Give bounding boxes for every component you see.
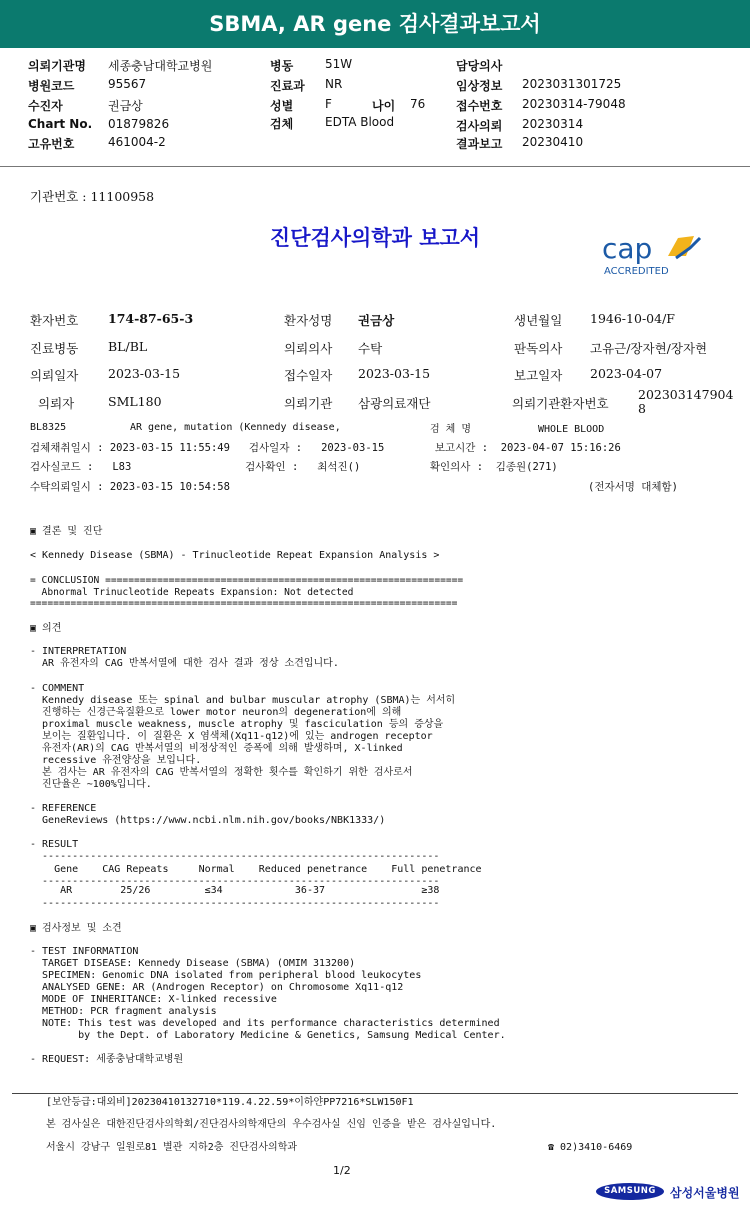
result-heading: - RESULT (30, 839, 79, 850)
patient-name-label: 환자성명 (284, 313, 333, 328)
ward-value: 51W (325, 57, 353, 71)
ward-value-2: BL/BL (108, 339, 148, 354)
conclusion-line-2: Abnormal Trinucleotide Repeats Expansion: Not detected (30, 587, 354, 598)
req-inst-value: 삼광의료재단 (358, 396, 431, 411)
report-banner-title: SBMA, AR gene 검사결과보고서 (0, 0, 750, 48)
result-rule-mid: ------------------------------------------------------------------ (30, 876, 440, 887)
comment-line-7: 본 검사는 AR 유전자의 CAG 반복서열의 정확한 횟수를 확인하기 위한 검사로서 (30, 767, 413, 778)
lab-address: 서울시 강남구 일원로81 별관 지하2층 진단검사의학과 (46, 1142, 298, 1153)
header-divider (0, 166, 750, 167)
section-opinion-heading: ▣ 의견 (30, 623, 62, 634)
testinfo-note-2: by the Dept. of Laboratory Medicine & Genetics, Samsung Medical Center. (30, 1030, 506, 1041)
exam-specimen-value: WHOLE BLOOD (538, 424, 605, 435)
comment-line-1: Kennedy disease 또는 spinal and bulbar muscular atrophy (SBMA)는 서서히 (30, 695, 456, 706)
conclusion-line-3: ========================================================================== (30, 598, 458, 609)
result-rule-bottom: ------------------------------------------------------------------ (30, 898, 440, 909)
testinfo-method: METHOD: PCR fragment analysis (30, 1006, 217, 1017)
inst-patient-no-value: 202303147904 (638, 387, 734, 402)
request-line: - REQUEST: 세종충남대학교병원 (30, 1054, 184, 1065)
exam-code: BL8325 (30, 422, 67, 433)
comment-line-4: 보이는 질환입니다. 이 질환은 X 염색체(Xq11-q12)에 있는 androgen receptor (30, 731, 433, 742)
request-header (0, 48, 750, 166)
req-value: 20230314 (522, 117, 584, 131)
birth-label: 생년월일 (514, 313, 563, 328)
chart-label: Chart No. (28, 117, 93, 131)
inst-value: 세종충남대학교병원 (108, 59, 213, 73)
report-date-label: 보고일자 (514, 368, 563, 383)
specimen-value: EDTA Blood (325, 115, 395, 129)
result-table-row: AR 25/26 ≤34 36-37 ≥38 (30, 885, 440, 896)
inst-patient-no-label: 의뢰기관환자번호 (512, 396, 609, 411)
sex-label: 성별 (270, 99, 294, 113)
section-conclusion-heading: ▣ 결론 및 진단 (30, 526, 103, 537)
testinfo-inheritance: MODE OF INHERITANCE: X-linked recessive (30, 994, 277, 1005)
exam-line-1: 검체채취일시 : 2023-03-15 11:55:49 검사일자 : 2023-03-15 보고시간 : 2023-04-07 15:16:26 (30, 442, 621, 454)
exam-line-3: 수탁의뢰일시 : 2023-03-15 10:54:58 (30, 481, 230, 493)
dept-label: 진료과 (270, 79, 305, 93)
reading-doctor-value: 고유근/장자현/장자현 (590, 341, 708, 356)
report-date-value: 2023-04-07 (590, 366, 663, 381)
result-table-header: Gene CAG Repeats Normal Reduced penetrance Full penetrance (30, 864, 482, 875)
req-date-value: 2023-03-15 (108, 366, 181, 381)
patient-no-value: 174-87-65-3 (108, 311, 194, 326)
birth-value: 1946-10-04/F (590, 311, 675, 326)
receipt-date-label: 접수일자 (284, 368, 333, 383)
name-label: 수진자 (28, 99, 63, 113)
cap-logo-text: cap (602, 232, 653, 265)
reference-link[interactable]: GeneReviews (https://www.ncbi.nlm.nih.gov/books/NBK1333/) (30, 815, 386, 826)
age-value: 76 (410, 97, 426, 111)
exam-line-2: 검사실코드 : L83 검사확인 : 최석진() 확인의사 : 김종원(271) (30, 461, 558, 473)
cap-logo-sub: ACCREDITED (604, 266, 669, 277)
samsung-logo: SAMSUNG (596, 1183, 664, 1200)
receipt-date-value: 2023-03-15 (358, 366, 431, 381)
institution-number: 기관번호 : 11100958 (30, 189, 155, 204)
clinical-label: 임상정보 (456, 79, 503, 93)
conclusion-line-1: = CONCLUSION ============================================================== (30, 575, 464, 586)
interpretation-text: AR 유전자의 CAG 반복서열에 대한 검사 결과 정상 소견입니다. (30, 658, 339, 669)
comment-line-5: 유전자(AR)의 CAG 반복서열의 비정상적인 증폭에 의해 발생하며, X-linked (30, 743, 403, 754)
certification-line: 본 검사실은 대한진단검사의학회/진단검사의학재단의 우수검사실 신임 인증을 받은 검사실입니다. (46, 1119, 497, 1130)
section-testinfo-heading: ▣ 검사정보 및 소견 (30, 923, 122, 934)
page-number: 1/2 (333, 1164, 351, 1177)
receipt-value: 20230314-79048 (522, 97, 626, 111)
report-title: 진단검사의학과 보고서 (269, 225, 481, 250)
req-inst-label: 의뢰기관 (284, 396, 333, 411)
reference-heading: - REFERENCE (30, 803, 97, 814)
code-label: 병원코드 (28, 79, 75, 93)
ward-label: 병동 (270, 59, 294, 73)
uid-label: 고유번호 (28, 137, 75, 151)
cap-accredited-logo (598, 228, 708, 280)
interpretation-heading: - INTERPRETATION (30, 646, 127, 657)
receipt-label: 접수번호 (456, 99, 503, 113)
requester-label: 의뢰자 (38, 396, 75, 411)
exam-name: AR gene, mutation (Kennedy disease, (130, 422, 341, 433)
patient-no-label: 환자번호 (30, 313, 79, 328)
code-value: 95567 (108, 77, 147, 91)
req-date-label: 의뢰일자 (30, 368, 79, 383)
lab-phone: ☎ 02)3410-6469 (548, 1142, 633, 1153)
testinfo-heading: - TEST INFORMATION (30, 946, 139, 957)
clinical-value: 2023031301725 (522, 77, 622, 91)
dept-value: NR (325, 77, 343, 91)
doctor-label: 담당의사 (456, 59, 503, 73)
analysis-subtitle: < Kennedy Disease (SBMA) - Trinucleotide Repeat Expansion Analysis > (30, 550, 440, 561)
age-label: 나이 (372, 99, 396, 113)
requester-value: SML180 (108, 394, 162, 409)
chart-value: 01879826 (108, 117, 170, 131)
req-label: 검사의뢰 (456, 119, 503, 133)
comment-heading: - COMMENT (30, 683, 85, 694)
uid-value: 461004-2 (108, 135, 166, 149)
patient-name-value: 권금상 (358, 313, 395, 328)
esign-note: (전자서명 대체함) (588, 481, 678, 493)
report-label: 결과보고 (456, 137, 503, 151)
testinfo-note-1: NOTE: This test was developed and its performance characteristics determined (30, 1018, 500, 1029)
hospital-logo-text: 삼성서울병원 (670, 1186, 740, 1200)
req-doctor-label: 의뢰의사 (284, 341, 333, 356)
inst-patient-no-value-cont: 8 (638, 401, 646, 416)
ward-label-2: 진료병동 (30, 341, 79, 356)
result-rule-top: ------------------------------------------------------------------ (30, 851, 440, 862)
comment-line-2: 진행하는 신경근육질환으로 lower motor neuron의 degeneration에 의해 (30, 707, 402, 718)
exam-specimen-label: 검 체 명 (430, 424, 472, 435)
name-value: 권금상 (108, 99, 143, 113)
comment-line-6: recessive 유전양상을 보입니다. (30, 755, 202, 766)
footer-divider (12, 1093, 738, 1094)
testinfo-specimen: SPECIMEN: Genomic DNA isolated from peripheral blood leukocytes (30, 970, 422, 981)
report-value: 20230410 (522, 135, 584, 149)
testinfo-gene: ANALYSED GENE: AR (Androgen Receptor) on Chromosome Xq11-q12 (30, 982, 404, 993)
security-line: [보안등급:대외비]20230410132710*119.4.22.59*이하얀PP7216*SLW150F1 (46, 1097, 414, 1108)
comment-line-8: 진단율은 ~100%입니다. (30, 779, 152, 790)
testinfo-target: TARGET DISEASE: Kennedy Disease (SBMA) (OMIM 313200) (30, 958, 356, 969)
sex-value: F (325, 97, 332, 111)
inst-label: 의뢰기관명 (28, 59, 86, 73)
reading-doctor-label: 판독의사 (514, 341, 563, 356)
comment-line-3: proximal muscle weakness, muscle atrophy 및 fasciculation 등의 증상을 (30, 719, 444, 730)
specimen-label: 검체 (270, 117, 294, 131)
req-doctor-value: 수탁 (358, 341, 383, 356)
